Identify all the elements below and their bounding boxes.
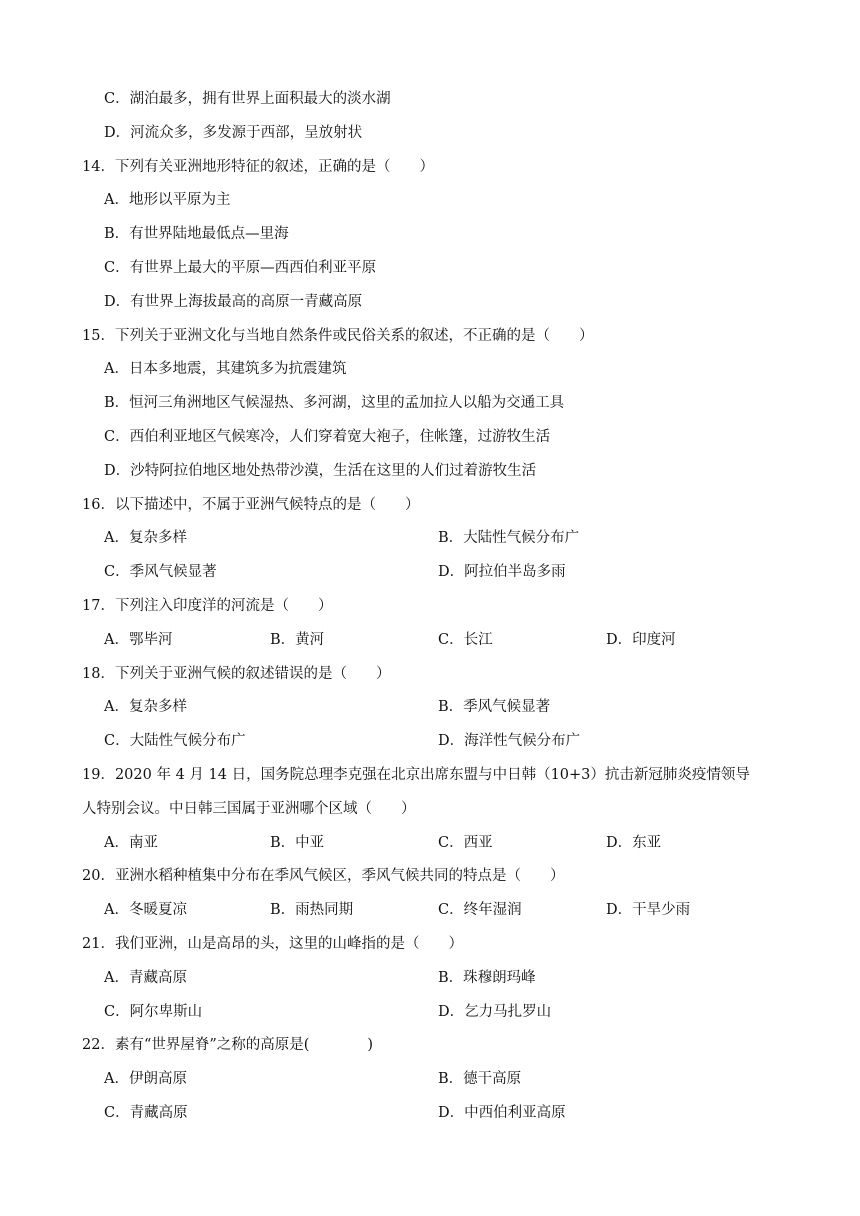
answer-option: D．阿拉伯半岛多雨	[438, 564, 566, 580]
answer-option: D．河流众多，多发源于西部，呈放射状	[104, 125, 363, 141]
answer-option: B．珠穆朗玛峰	[438, 970, 536, 986]
answer-option: A．伊朗高原	[104, 1071, 187, 1087]
question-stem: 20．亚洲水稻种植集中分布在季风气候区，季风气候共同的特点是（ ）	[82, 868, 565, 884]
answer-option: D．沙特阿拉伯地区地处热带沙漠，生活在这里的人们过着游牧生活	[104, 463, 537, 479]
answer-option: C．终年湿润	[438, 902, 522, 918]
answer-option: B．有世界陆地最低点—里海	[104, 226, 289, 242]
answer-option: D．海洋性气候分布广	[438, 733, 581, 749]
answer-option: D．有世界上海拔最高的高原一青藏高原	[104, 294, 363, 310]
answer-option: B．雨热同期	[270, 902, 354, 918]
question-stem: 18．下列关于亚洲气候的叙述错误的是（ ）	[82, 666, 391, 682]
answer-option: A．复杂多样	[104, 530, 187, 546]
answer-option: C．长江	[438, 632, 493, 648]
answer-option: A．日本多地震，其建筑多为抗震建筑	[104, 361, 347, 377]
answer-option: A．鄂毕河	[104, 632, 173, 648]
option-row	[0, 697, 860, 717]
answer-option: D．乞力马扎罗山	[438, 1004, 552, 1020]
question-stem: 16．以下描述中，不属于亚洲气候特点的是（ ）	[82, 497, 420, 513]
option-row	[0, 1103, 860, 1123]
question-stem: 14．下列有关亚洲地形特征的叙述，正确的是（ ）	[82, 159, 434, 175]
question-stem: 22．素有“世界屋脊”之称的高原是( )	[82, 1037, 374, 1053]
answer-option: A．地形以平原为主	[104, 192, 231, 208]
answer-option: A．青藏高原	[104, 970, 187, 986]
answer-option: D．中西伯利亚高原	[438, 1105, 566, 1121]
answer-option: B．黄河	[270, 632, 325, 648]
answer-option: B．恒河三角洲地区气候湿热、多河湖，这里的孟加拉人以船为交通工具	[104, 395, 565, 411]
question-stem: 19．2020 年 4 月 14 日，国务院总理李克强在北京出席东盟与中日韩（10+3）抗击新冠肺炎疫情领导	[82, 767, 750, 783]
option-row	[0, 562, 860, 582]
answer-option: B．大陆性气候分布广	[438, 530, 580, 546]
question-stem: 21．我们亚洲，山是高昂的头，这里的山峰指的是（ ）	[82, 936, 463, 952]
option-row	[0, 630, 860, 650]
option-row	[0, 833, 860, 853]
answer-option: C．阿尔卑斯山	[104, 1004, 203, 1020]
answer-option: A．冬暖夏凉	[104, 902, 187, 918]
answer-option: D．干旱少雨	[606, 902, 691, 918]
answer-option: C．青藏高原	[104, 1105, 188, 1121]
answer-option: B．中亚	[270, 835, 325, 851]
answer-option: C．季风气候显著	[104, 564, 217, 580]
option-row	[0, 731, 860, 751]
question-stem: 15．下列关于亚洲文化与当地自然条件或民俗关系的叙述，不正确的是（ ）	[82, 328, 594, 344]
option-row	[0, 1069, 860, 1089]
answer-option: A．南亚	[104, 835, 158, 851]
question-stem: 人特别会议。中日韩三国属于亚洲哪个区域（ ）	[82, 801, 416, 817]
answer-option: B．季风气候显著	[438, 699, 551, 715]
answer-option: D．印度河	[606, 632, 676, 648]
answer-option: C．西亚	[438, 835, 493, 851]
option-row	[0, 528, 860, 548]
answer-option: C．大陆性气候分布广	[104, 733, 246, 749]
answer-option: C．湖泊最多，拥有世界上面积最大的淡水湖	[104, 91, 391, 107]
answer-option: B．德干高原	[438, 1071, 522, 1087]
answer-option: C．西伯利亚地区气候寒冷，人们穿着宽大袍子，住帐篷，过游牧生活	[104, 429, 551, 445]
answer-option: C．有世界上最大的平原—西西伯利亚平原	[104, 260, 377, 276]
answer-option: A．复杂多样	[104, 699, 187, 715]
option-row	[0, 1002, 860, 1022]
answer-option: D．东亚	[606, 835, 662, 851]
option-row	[0, 968, 860, 988]
question-stem: 17．下列注入印度洋的河流是（ ）	[82, 598, 333, 614]
option-row	[0, 900, 860, 920]
